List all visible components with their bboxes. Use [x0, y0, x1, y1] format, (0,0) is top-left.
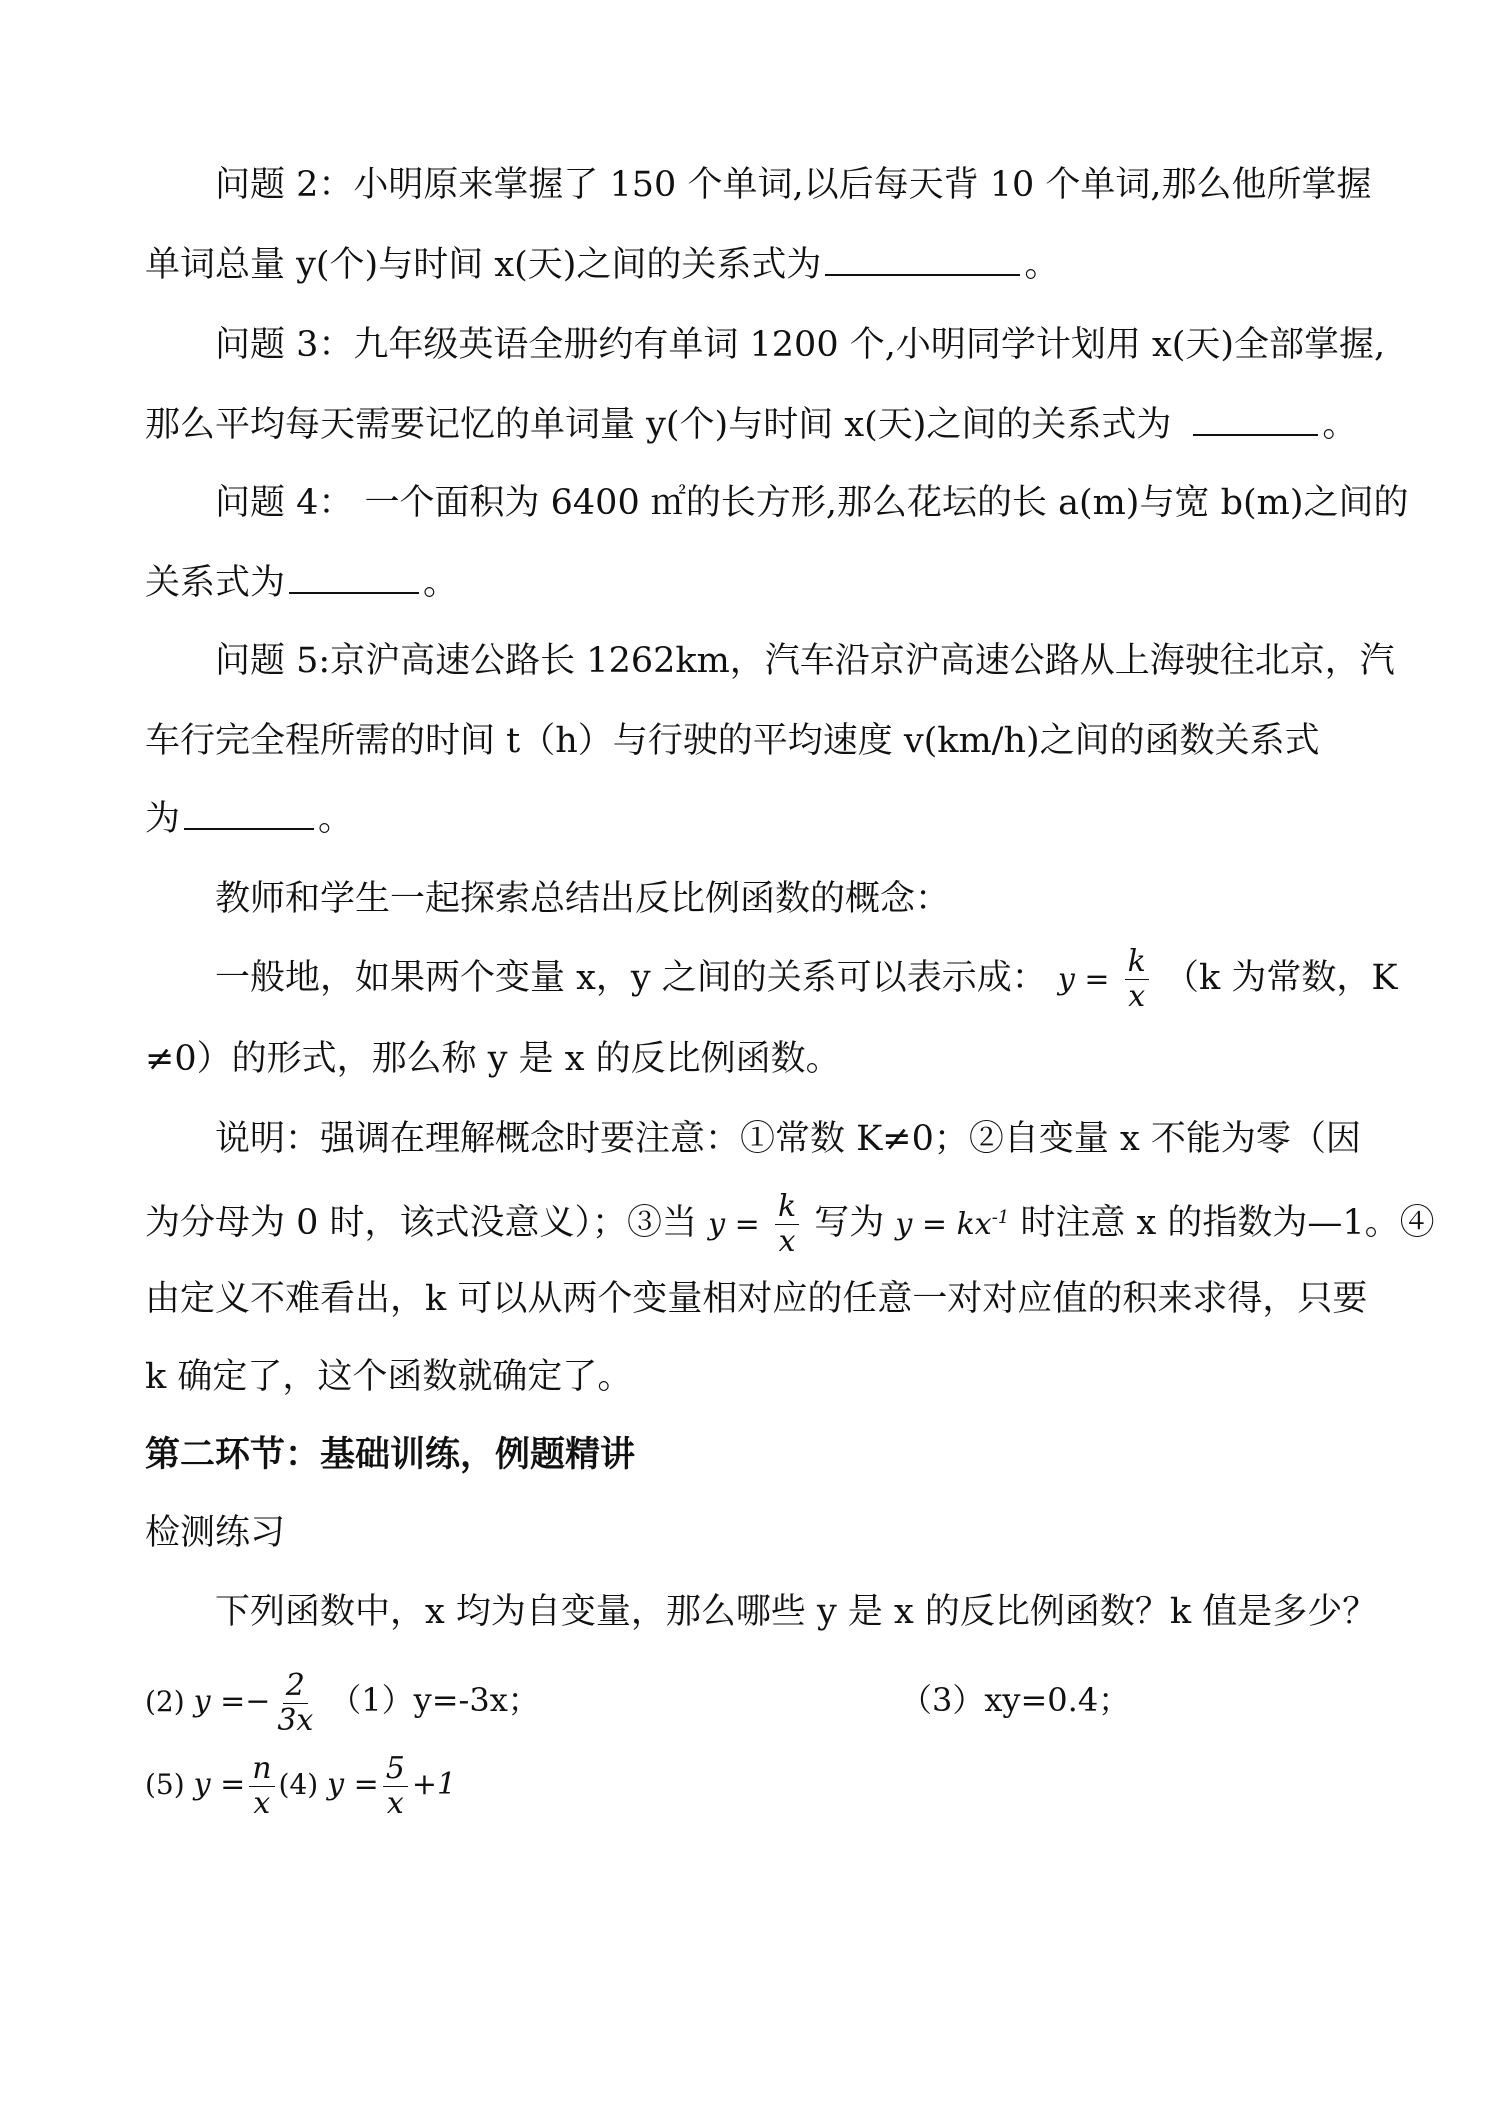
- concept-intro: 教师和学生一起探索总结出反比例函数的概念：: [215, 879, 951, 919]
- note-text: 为分母为 0 时，该式没意义）；③当: [145, 1203, 698, 1243]
- denominator: x: [1128, 979, 1146, 1014]
- note-text-2: 写为: [814, 1203, 885, 1243]
- formula-y-eq: y =: [193, 1684, 246, 1719]
- formula-exponent: -1: [991, 1207, 1010, 1228]
- exercise-5-label: (5): [145, 1768, 185, 1801]
- definition-text: 一般地，如果两个变量 x，y 之间的关系可以表示成：: [215, 958, 1047, 998]
- problem-3-line-2: [145, 400, 1358, 450]
- problem-5-line-3: [145, 794, 1345, 844]
- answer-blank: [289, 558, 419, 594]
- note-line-3: 由定义不难看出，k 可以从两个变量相对应的任意一对对应值的积来求得，只要: [145, 1279, 1368, 1319]
- denominator: 3x: [277, 1703, 314, 1738]
- exercise-1: （1）y=-3x；: [329, 1681, 540, 1719]
- note-line-2: [145, 1188, 1435, 1259]
- denominator: x: [386, 1786, 404, 1821]
- punctuation: 。: [423, 563, 459, 603]
- formula-base: y = kx: [895, 1207, 992, 1242]
- punctuation: 。: [318, 799, 354, 839]
- numerator: k: [1125, 945, 1149, 980]
- fraction-k-over-x: [1125, 945, 1149, 1014]
- problem-4-line-2: [145, 558, 1345, 608]
- formula-y-eq: y =: [1057, 962, 1110, 997]
- problem-2-text: 单词总量 y(个)与时间 x(天)之间的关系式为: [145, 245, 822, 285]
- fraction-2-over-3x: [274, 1669, 316, 1738]
- fraction-n-over-x: [249, 1752, 274, 1821]
- problem-5-text: 为: [145, 799, 181, 839]
- numerator: k: [775, 1190, 799, 1225]
- formula-kx-inverse: [895, 1207, 1009, 1242]
- section-subheading: 检测练习: [145, 1513, 286, 1553]
- exercise-3: （3）xy=0.4；: [900, 1681, 1131, 1719]
- fraction-5-over-x: [383, 1752, 408, 1821]
- exercise-question: 下列函数中，x 均为自变量，那么哪些 y 是 x 的反比例函数？k 值是多少？: [215, 1592, 1378, 1632]
- section-heading: 第二环节：基础训练，例题精讲: [145, 1434, 636, 1475]
- punctuation: 。: [1024, 245, 1060, 285]
- exercise-2-label: (2): [145, 1685, 185, 1718]
- note-line-4: k 确定了，这个函数就确定了。: [145, 1357, 633, 1397]
- definition-line-1: [215, 945, 1415, 1014]
- numerator: n: [249, 1752, 274, 1787]
- minus-sign: −: [245, 1684, 271, 1719]
- denominator: x: [253, 1786, 271, 1821]
- problem-4-line-1: 问题 4： 一个面积为 6400 ㎡的长方形,那么花坛的长 a(m)与宽 b(m)之间的: [215, 483, 1409, 523]
- formula-y-eq: y =: [708, 1207, 760, 1242]
- denominator: x: [778, 1224, 796, 1259]
- definition-text-2: （k 为常数，K: [1164, 958, 1398, 998]
- exercise-4-label: (4): [278, 1768, 319, 1801]
- formula-y-eq: y =: [193, 1767, 246, 1802]
- exercise-row-2: [145, 1750, 1345, 1821]
- problem-4-text: 关系式为: [145, 563, 286, 603]
- note-line-1: 说明：强调在理解概念时要注意：①常数 K≠0；②自变量 x 不能为零（因: [215, 1119, 1361, 1159]
- note-text-3: 时注意 x 的指数为—1。④: [1020, 1203, 1435, 1243]
- problem-5-line-1: 问题 5:京沪高速公路长 1262km，汽车沿京沪高速公路从上海驶往北京，汽: [215, 641, 1395, 681]
- answer-blank: [184, 794, 314, 830]
- definition-line-2: ≠0）的形式，那么称 y 是 x 的反比例函数。: [145, 1039, 841, 1079]
- problem-2-line-1: 问题 2：小明原来掌握了 150 个单词,以后每天背 10 个单词,那么他所掌握: [215, 165, 1372, 205]
- problem-3-line-1: 问题 3：九年级英语全册约有单词 1200 个,小明同学计划用 x(天)全部掌握,: [215, 325, 1386, 365]
- punctuation: 。: [1322, 405, 1358, 445]
- fraction-k-over-x: [775, 1190, 799, 1259]
- answer-blank: [825, 240, 1020, 276]
- exercise-row-1: [145, 1665, 1445, 1738]
- problem-2-line-2: [145, 240, 1345, 290]
- problem-5-line-2: 车行完全程所需的时间 t（h）与行驶的平均速度 v(km/h)之间的函数关系式: [145, 721, 1320, 761]
- answer-blank: [1193, 400, 1318, 436]
- numerator: 5: [383, 1752, 408, 1787]
- formula-y-eq: y =: [327, 1767, 379, 1802]
- problem-3-text: 那么平均每天需要记忆的单词量 y(个)与时间 x(天)之间的关系式为: [145, 405, 1172, 445]
- numerator: 2: [283, 1669, 308, 1704]
- plus-one: +1: [411, 1767, 457, 1802]
